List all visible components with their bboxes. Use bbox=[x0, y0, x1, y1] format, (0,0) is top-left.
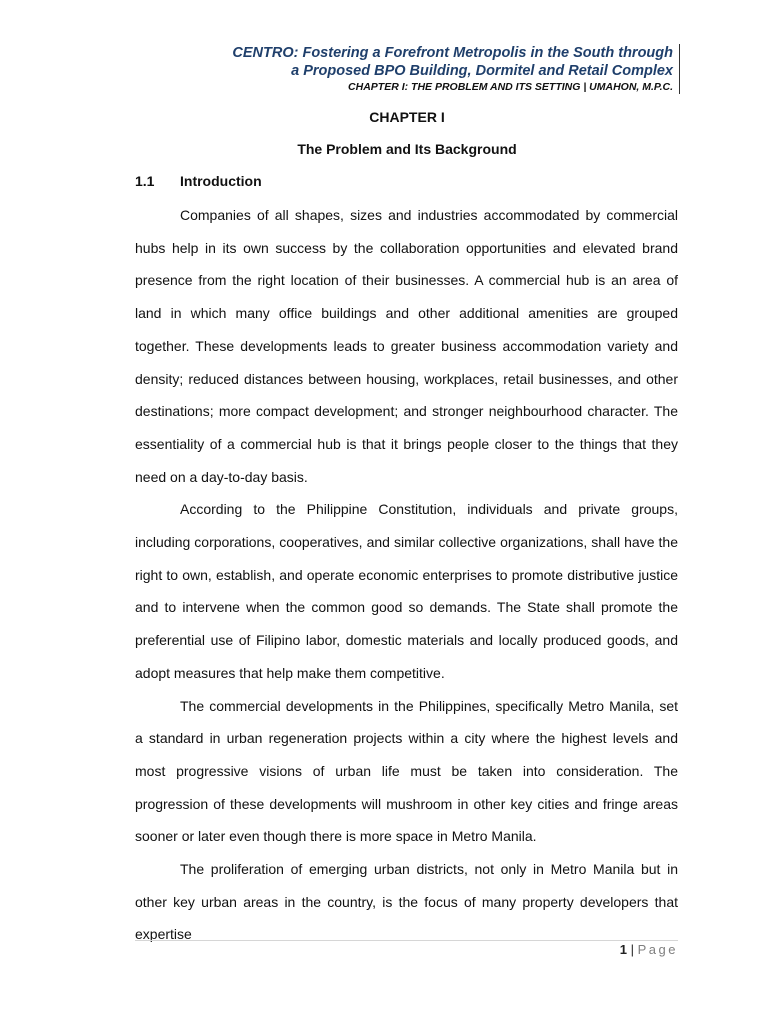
page-number: 1 bbox=[619, 942, 627, 957]
page-word: Page bbox=[637, 942, 678, 957]
chapter-title: The Problem and Its Background bbox=[297, 141, 517, 157]
header-title-line-1: CENTRO: Fostering a Forefront Metropolis in the South through bbox=[232, 45, 673, 61]
paragraph: According to the Philippine Constitution, individuals and private groups, including corporations, cooperatives, and similar collective organizations, shall have the right to own, establish, and operate economic enterprises to promote distributive justice and to intervene when the common good so demands. The State shall promote the preferential use of Filipino labor, domestic materials and locally produced goods, and adopt measures that help make them competitive. bbox=[135, 501, 678, 681]
header-subtitle: CHAPTER I: THE PROBLEM AND ITS SETTING | UMAHON, M.P.C. bbox=[348, 81, 673, 93]
header-title-line-2: a Proposed BPO Building, Dormitel and Retail Complex bbox=[291, 63, 673, 79]
chapter-label: CHAPTER I bbox=[369, 109, 445, 125]
section-title: Introduction bbox=[180, 173, 262, 189]
footer-separator: | bbox=[630, 942, 634, 957]
page-footer bbox=[620, 942, 678, 957]
paragraph: Companies of all shapes, sizes and industries accommodated by commercial hubs help in its own success by the collaboration opportunities and elevated brand presence from the right location of their businesses. A commercial hub is an area of land in which many office buildings and other additional amenities are grouped together. These developments leads to greater business accommodation variety and density; reduced distances between housing, workplaces, retail businesses, and other destinations; more compact development; and stronger neighbourhood character. The essentiality of a commercial hub is that it brings people closer to the things that they need on a day-to-day basis. bbox=[135, 207, 678, 485]
paragraph: The commercial developments in the Philippines, specifically Metro Manila, set a standard in urban regeneration projects within a city where the highest levels and most progressive visions of urban life must be taken into consideration. The progression of these developments will mushroom in other key cities and fringe areas sooner or later even though there is more space in Metro Manila. bbox=[135, 697, 678, 845]
paragraph: The proliferation of emerging urban districts, not only in Metro Manila but in other key urban areas in the country, is the focus of many property developers that expertise bbox=[135, 861, 678, 943]
footer-divider bbox=[135, 940, 678, 941]
section-number: 1.1 bbox=[135, 173, 155, 189]
body-text bbox=[135, 199, 678, 951]
section-heading bbox=[135, 173, 262, 189]
running-header bbox=[232, 44, 680, 94]
